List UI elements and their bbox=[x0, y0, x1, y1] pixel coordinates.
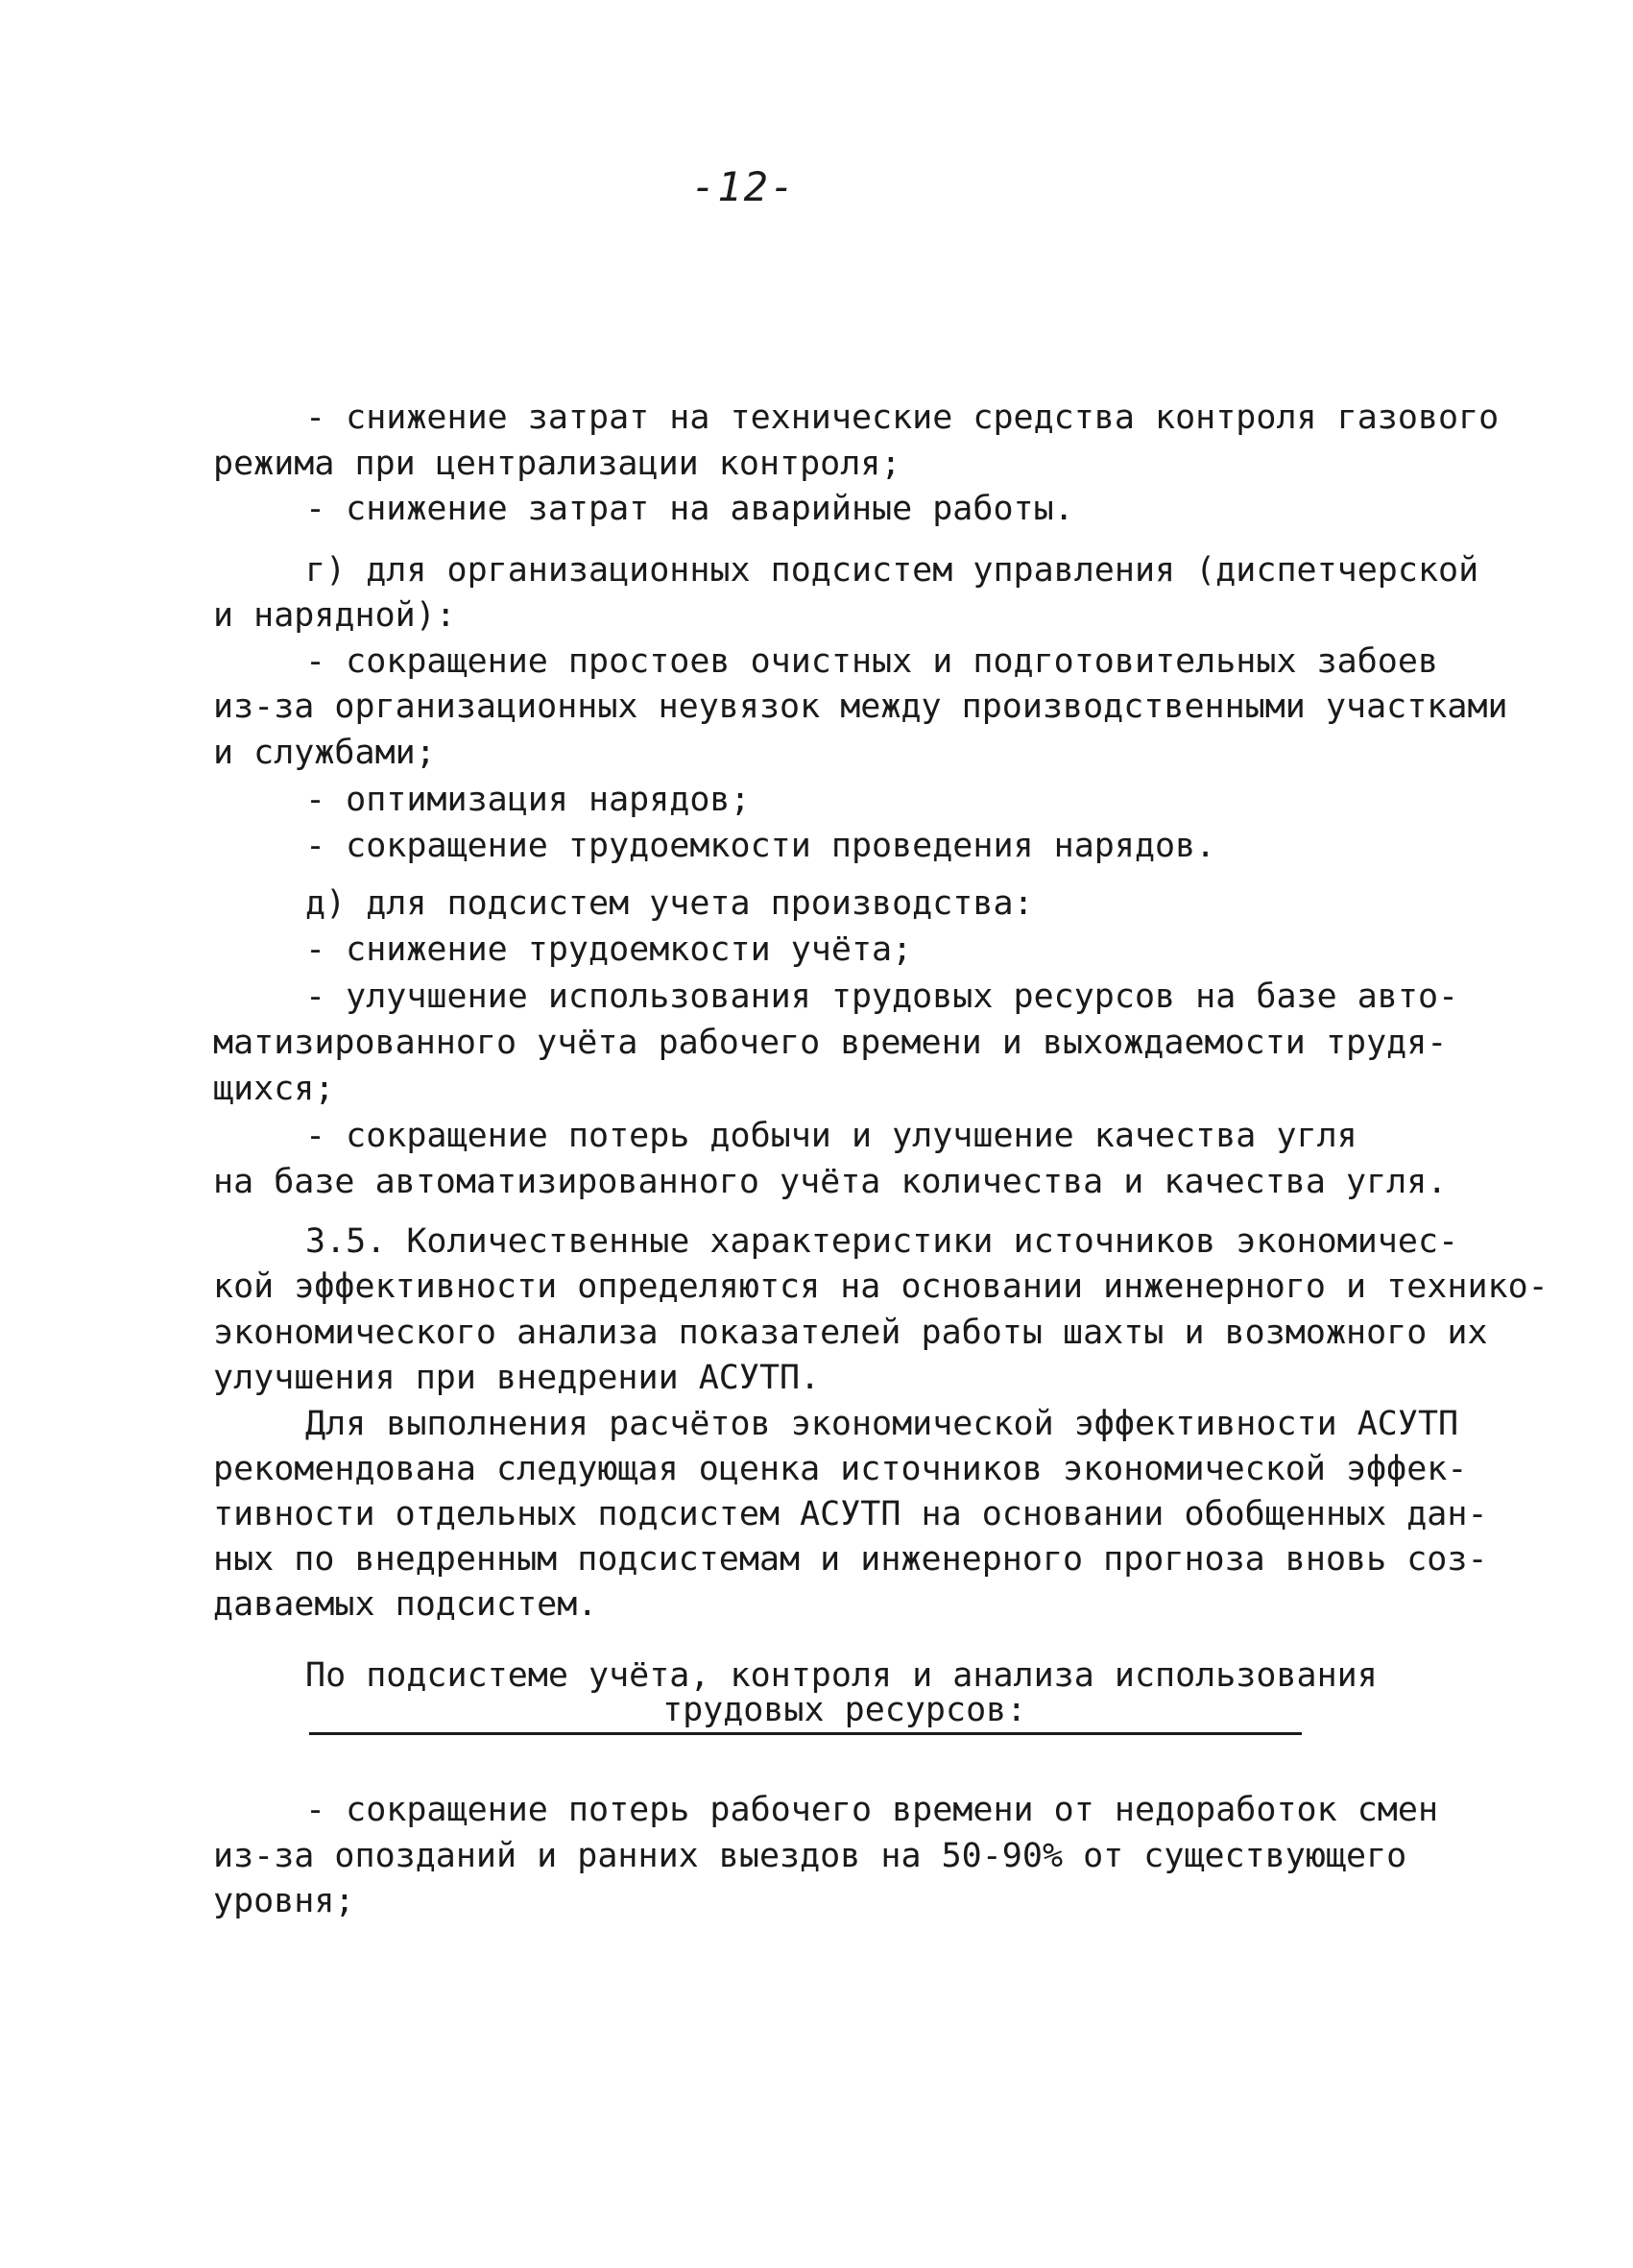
section-heading-line2: трудовых ресурсов: bbox=[662, 1691, 1027, 1729]
text-line: - снижение затрат на технические средства контроля газового bbox=[305, 398, 1500, 437]
text-line: режима при централизации контроля; bbox=[213, 445, 901, 483]
text-line: уровня; bbox=[213, 1882, 355, 1920]
text-line: - снижение затрат на аварийные работы. bbox=[305, 490, 1074, 528]
text-line: - сокращение трудоемкости проведения нарядов. bbox=[305, 827, 1216, 865]
section-heading: По подсистеме учёта, контроля и анализа использования bbox=[305, 1656, 1378, 1695]
text-line: рекомендована следующая оценка источников экономической эффек- bbox=[213, 1450, 1468, 1488]
text-line: на базе автоматизированного учёта количества и качества угля. bbox=[213, 1163, 1448, 1201]
text-line: улучшения при внедрении АСУТП. bbox=[213, 1359, 821, 1397]
text-line: из-за опозданий и ранних выездов на 50-90% от существующего bbox=[213, 1837, 1407, 1875]
text-line: ных по внедренным подсистемам и инженерного прогноза вновь соз- bbox=[213, 1540, 1488, 1579]
text-line: даваемых подсистем. bbox=[213, 1585, 598, 1624]
heading-underline bbox=[309, 1732, 1302, 1735]
text-line: кой эффективности определяются на основании инженерного и технико- bbox=[213, 1267, 1549, 1306]
text-line: - снижение трудоемкости учёта; bbox=[305, 930, 913, 969]
page-number: -12- bbox=[691, 163, 797, 210]
text-line: щихся; bbox=[213, 1070, 335, 1108]
text-line: тивности отдельных подсистем АСУТП на основании обобщенных дан- bbox=[213, 1495, 1488, 1533]
text-line: и нарядной): bbox=[213, 596, 456, 635]
text-line: - сокращение простоев очистных и подготовительных забоев bbox=[305, 642, 1439, 681]
text-line: - сокращение потерь рабочего времени от недоработок смен bbox=[305, 1791, 1439, 1829]
text-line: - сокращение потерь добычи и улучшение качества угля bbox=[305, 1117, 1357, 1155]
text-line: экономического анализа показателей работы шахты и возможного их bbox=[213, 1314, 1488, 1352]
text-line: и службами; bbox=[213, 734, 436, 772]
text-line: - улучшение использования трудовых ресурсов на базе авто- bbox=[305, 977, 1459, 1016]
text-line: г) для организационных подсистем управления (диспетчерской bbox=[305, 551, 1479, 590]
text-line: из-за организационных неувязок между производственными участками bbox=[213, 688, 1508, 726]
text-line: - оптимизация нарядов; bbox=[305, 781, 751, 819]
text-line: матизированного учёта рабочего времени и выхождаемости трудя- bbox=[213, 1024, 1448, 1062]
text-line: 3.5. Количественные характеристики источников экономичес- bbox=[305, 1222, 1459, 1261]
text-line: д) для подсистем учета производства: bbox=[305, 884, 1034, 923]
text-line: Для выполнения расчётов экономической эффективности АСУТП bbox=[305, 1405, 1459, 1443]
